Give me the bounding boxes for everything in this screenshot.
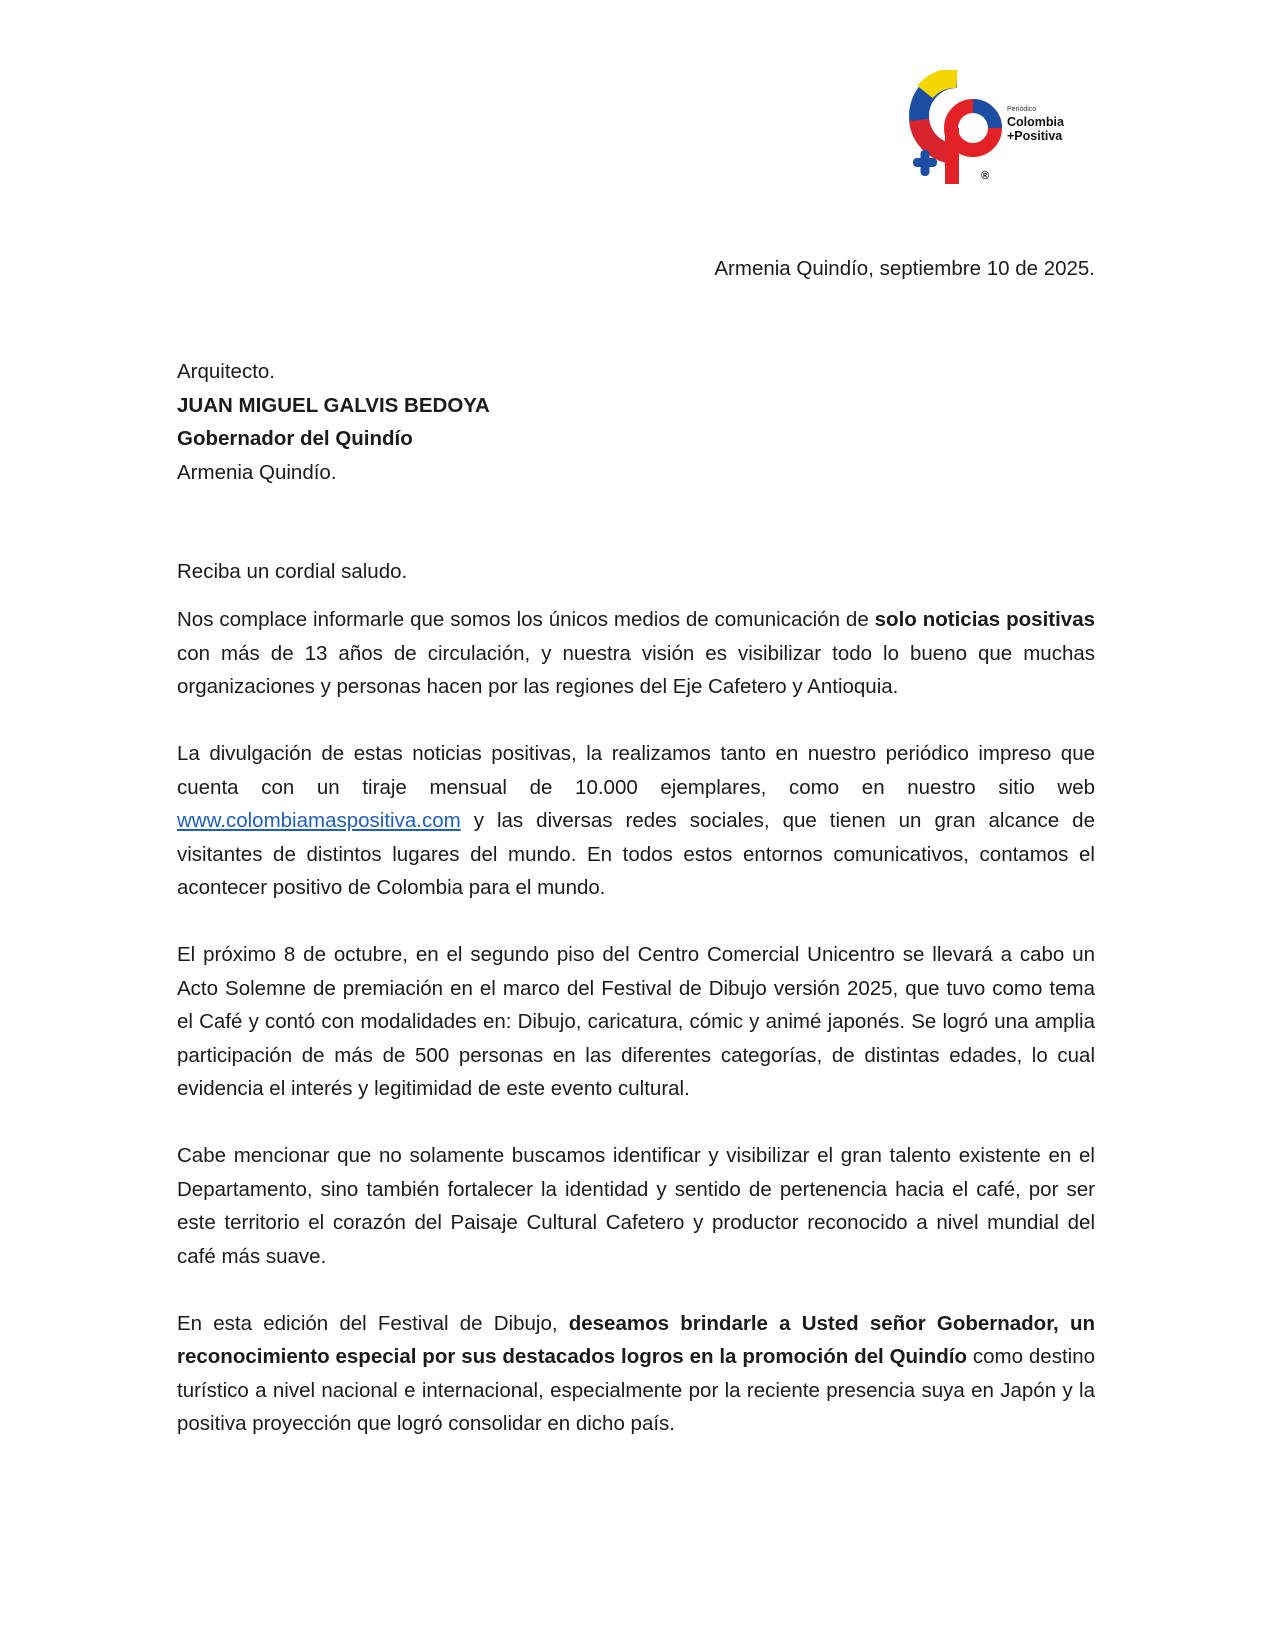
- paragraph-2: La divulgación de estas noticias positivas, la realizamos tanto en nuestro periódico impreso que cuenta con un tiraje mensual de 10.000 ejemplares, como en nuestro sitio web www.colombiamaspositiva.com y las diversas redes sociales, que tienen un gran alcance de visitantes de distintos lugares del mundo. En todos estos entornos comunicativos, contamos el acontecer positivo de Colombia para el mundo.: [177, 742, 1095, 899]
- logo-text: [1007, 106, 1064, 143]
- paragraph-1: Nos complace informarle que somos los únicos medios de comunicación de solo noticias positivas con más de 13 años de circulación, y nuestra visión es visibilizar todo lo bueno que muchas organizaciones y personas hacen por las regiones del Eje Cafetero y Antioquia.: [177, 608, 1095, 698]
- registered-mark: ®: [981, 170, 990, 182]
- recipient-name: JUAN MIGUEL GALVIS BEDOYA: [177, 393, 490, 417]
- recipient-block: [177, 355, 1095, 489]
- logo-small-label: Periódico: [1007, 106, 1037, 113]
- paragraph-3: El próximo 8 de octubre, en el segundo piso del Centro Comercial Unicentro se llevará a cabo un Acto Solemne de premiación en el marco del Festival de Dibujo versión 2025, que tuvo como tema el Café y contó con modalidades en: Dibujo, caricatura, cómic y animé japonés. Se logró una amplia participación de más de 500 personas en las diferentes categorías, de distintas edades, lo cual evidencia el interés y legitimidad de este evento cultural.: [177, 943, 1095, 1100]
- paragraph-5: En esta edición del Festival de Dibujo, deseamos brindarle a Usted señor Gobernador, un reconocimiento especial por sus destacados logros en la promoción del Quindío como destino turístico a nivel nacional e internacional, especialmente por la reciente presencia suya en Japón y la positiva proyección que logró consolidar en dicho país.: [177, 1311, 1096, 1435]
- letter-date: Armenia Quindío, septiembre 10 de 2025.: [714, 257, 1095, 280]
- paragraph-4: Cabe mencionar que no solamente buscamos identificar y visibilizar el gran talento existente en el Departamento, sino también fortalecer la identidad y sentido de pertenencia hacia el café, por ser este territorio el corazón del Paisaje Cultural Cafetero y productor reconocido a nivel mundial del café más suave.: [177, 1144, 1095, 1268]
- recipient-city: Armenia Quindío.: [177, 460, 337, 484]
- cp-logo-icon: [905, 70, 1005, 198]
- greeting: Reciba un cordial saludo.: [177, 560, 408, 583]
- logo-brand-line2: +Positiva: [1007, 129, 1063, 143]
- recipient-position: Gobernador del Quindío: [177, 427, 413, 450]
- website-link[interactable]: www.colombiamaspositiva.com: [177, 809, 461, 832]
- recipient-title: Arquitecto.: [177, 360, 275, 383]
- letter-body: [177, 603, 1095, 1474]
- logo-brand-line1: Colombia: [1007, 115, 1064, 129]
- newspaper-logo: [905, 70, 1105, 198]
